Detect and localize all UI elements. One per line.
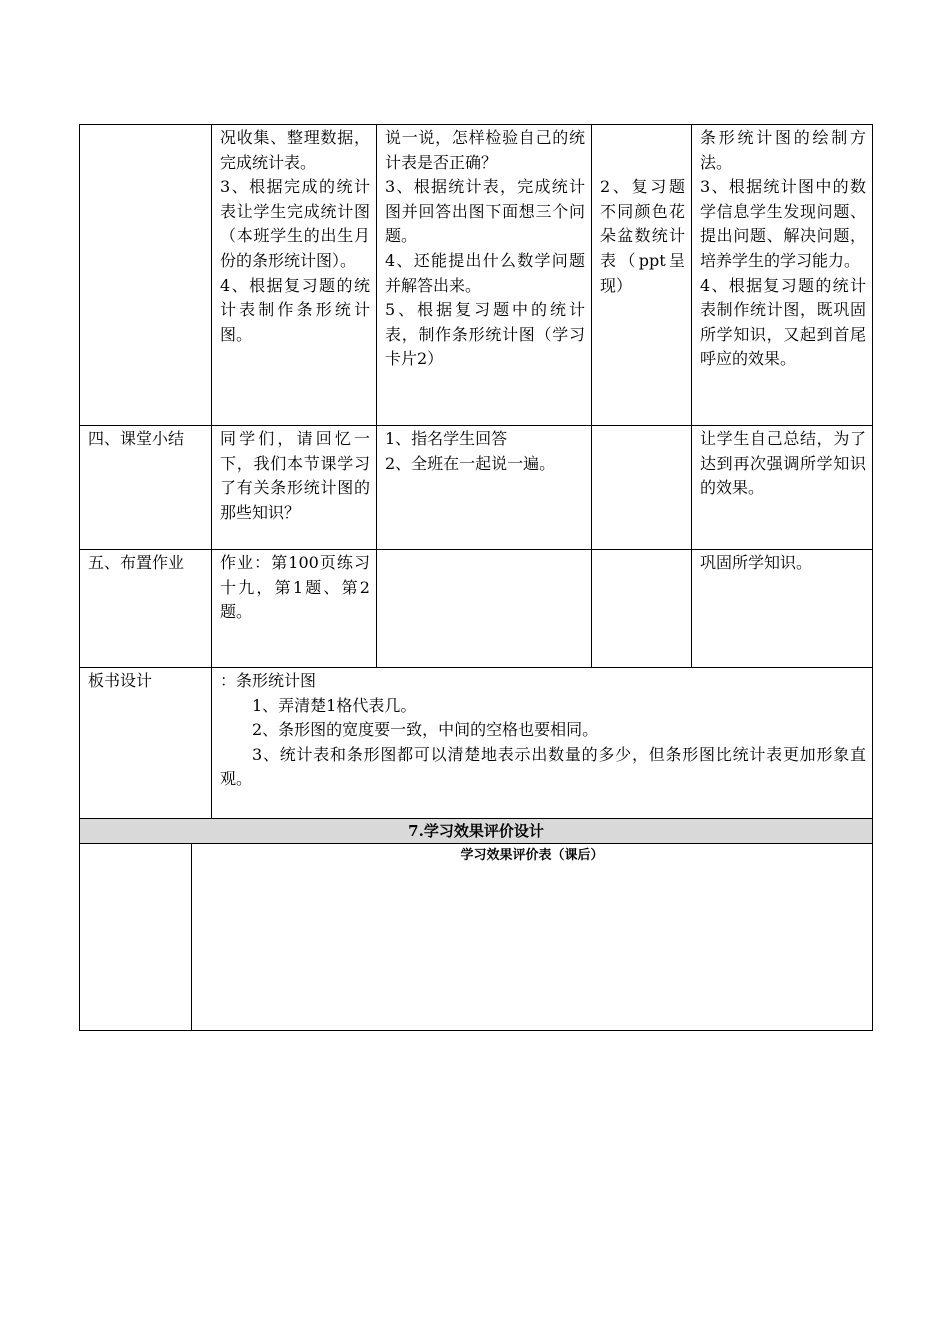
- student-activity-cell: 说一说，怎样检验自己的统计表是否正确？ 3、根据统计表，完成统计图并回答出图下面想三个问题。 4、还能提出什么数学问题并解答出来。 5、根据复习题中的统计表，制作条形统计图（学习卡片2）: [377, 125, 592, 426]
- evaluation-table: [79, 818, 873, 1031]
- table-row: [80, 550, 873, 668]
- board-design-row: [80, 668, 873, 819]
- evaluation-body-row: [80, 844, 873, 1031]
- board-line: 1、弄清楚1格代表几。: [252, 695, 417, 715]
- section-header-row: [80, 819, 873, 844]
- table-row: [80, 125, 873, 426]
- student-activity-cell: 1、指名学生回答 2、全班在一起说一遍。: [377, 426, 592, 550]
- table-row: [80, 426, 873, 550]
- media-cell: 2、复习题不同颜色花朵盆数统计表（ppt呈现）: [592, 125, 692, 426]
- teaching-content-cell: 同学们，请回忆一下，我们本节课学习了有关条形统计图的那些知识？: [212, 426, 377, 550]
- stage-cell: 四、课堂小结: [80, 426, 212, 550]
- design-intent-cell: 巩固所学知识。: [692, 550, 873, 668]
- lesson-plan-table: [79, 124, 873, 819]
- section-title: 7.学习效果评价设计: [80, 819, 873, 844]
- board-design-content: [212, 668, 873, 819]
- board-design-label: 板书设计: [80, 668, 212, 819]
- student-activity-cell: [377, 550, 592, 668]
- stage-cell: 五、布置作业: [80, 550, 212, 668]
- board-line: 3、统计表和条形图都可以清楚地表示出数量的多少，但条形图比统计表更加形象直观。: [220, 744, 866, 789]
- board-line: 2、条形图的宽度要一致，中间的空格也要相同。: [252, 720, 599, 740]
- evaluation-right-cell: [192, 844, 873, 1031]
- evaluation-table-title: 学习效果评价表（课后）: [460, 848, 604, 863]
- media-cell: [592, 426, 692, 550]
- evaluation-left-cell: [80, 844, 192, 1031]
- design-intent-cell: 让学生自己总结，为了达到再次强调所学知识的效果。: [692, 426, 873, 550]
- teaching-content-cell: 况收集、整理数据，完成统计表。 3、根据完成的统计表让学生完成统计图（本班学生的出生月份的条形统计图）。 4、根据复习题的统计表制作条形统计图。: [212, 125, 377, 426]
- media-cell: [592, 550, 692, 668]
- teaching-content-cell: 作业：第100页练习十九，第1题、第2题。: [212, 550, 377, 668]
- board-title: ：条形统计图: [220, 671, 317, 690]
- stage-cell: [80, 125, 212, 426]
- design-intent-cell: 条形统计图的绘制方法。 3、根据统计图中的数学信息学生发现问题、提出问题、解决问题，培养学生的学习能力。 4、根据复习题的统计表制作统计图，既巩固所学知识，又起到首尾呼应的效果。: [692, 125, 873, 426]
